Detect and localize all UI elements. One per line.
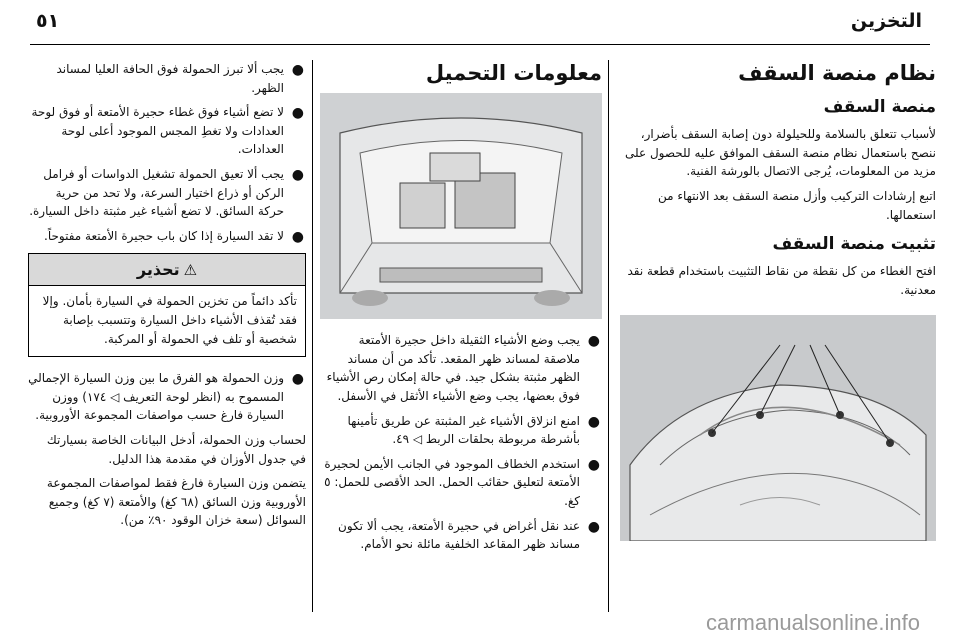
trunk-illustration bbox=[320, 93, 602, 319]
roof-rack-column bbox=[618, 60, 936, 541]
warning-text: تأكد دائماً من تخزين الحمولة في السيارة بأمان. وإلا فقد تُقذف الأشياء داخل السيارة وتتسبب بإصابة شخصية أو تلف في الحمولة أو المركبة. bbox=[42, 294, 297, 346]
bullet-icon: ● bbox=[587, 333, 600, 350]
list-item: ● يجب وضع الأشياء الثقيلة داخل حجيرة الأمتعة ملاصقة لمساند ظهر المقعد. تأكد من أن مساند الظهر مثبتة بشكل جيد. في حالة إمكان رص الأشياء فوق بعضها، يجب وضع الأشياء الأثقل في الأسفل. bbox=[326, 333, 600, 404]
list-item: ● عند نقل أغراض في حجيرة الأمتعة، يجب ألا تكون مساند ظهر المقاعد الخلفية مائلة نحو الأمام. bbox=[338, 518, 600, 552]
cargo-list-bottom bbox=[28, 369, 306, 425]
payload-para-2: يتضمن وزن السيارة فارغ فقط لمواصفات المجموعة الأوروبية وزن السائق (٦٨ كغ) والأمتعة (٧ كغ) وجميع السوائل (سعة خزان الوقود ٩٠٪ من). bbox=[46, 476, 306, 528]
roof-rack-title: نظام منصة السقف bbox=[738, 61, 936, 85]
bullet-icon: ● bbox=[587, 413, 600, 430]
roof-illustration-svg bbox=[620, 315, 936, 541]
warning-box bbox=[28, 253, 306, 357]
roof-rack-para-1: لأسباب تتعلق بالسلامة وللحيلولة دون إصابة السقف بأضرار، ننصح باستعمال نظام منصة السقف الموافق عليه للحصول على مزيد من المعلومات، يُرجى الاتصال بالورشة الفنية. bbox=[625, 127, 936, 179]
warning-header bbox=[29, 254, 305, 286]
list-item: ● لا تقد السيارة إذا كان باب حجيرة الأمتعة مفتوحاً. bbox=[28, 227, 306, 246]
list-item: ● يجب ألا تبرز الحمولة فوق الحافة العليا لمساند الظهر. bbox=[56, 62, 304, 95]
payload-para-1: لحساب وزن الحمولة، أدخل البيانات الخاصة بسيارتك في جدول الأوزان في مقدمة هذا الدليل. bbox=[46, 432, 306, 466]
bullet-icon: ● bbox=[291, 228, 304, 245]
list-item: ● لا تضع أشياء فوق غطاء حجيرة الأمتعة أو فوق لوحة العدادات ولا تغطِ المجس الموجود أعلى لوحة العدادات. bbox=[31, 105, 304, 157]
list-item: ● امنع انزلاق الأشياء غير المثبتة عن طريق تأمينها بأشرطة مربوطة بحلقات الربط ◁ ٤٩. bbox=[347, 413, 600, 447]
page-header bbox=[0, 0, 960, 48]
bullet-icon: ● bbox=[291, 62, 304, 78]
loading-info-title: معلومات التحميل bbox=[425, 61, 602, 85]
loading-info-list bbox=[320, 331, 602, 554]
list-item: ● استخدم الخطاف الموجود في الجانب الأيمن لحجيرة الأمتعة لتعليق حقائب الحمل. الحد الأقصى للحمل: ٥ كغ. bbox=[324, 456, 600, 509]
list-item: ● وزن الحمولة هو الفرق ما بين وزن السيارة الإجمالي المسموح به (انظر لوحة التعريف ◁ ١٧٤) ووزن السيارة فارغ حسب مواصفات المجموعة الأوروبية. bbox=[28, 371, 304, 423]
roof-illustration bbox=[620, 315, 936, 541]
trunk-illustration-svg bbox=[320, 93, 602, 319]
list-item: ● يجب ألا تعيق الحمولة تشغيل الدواسات أو فرامل الركن أو ذراع اختيار السرعة، ولا تحد من حرية حركة السائق. لا تضع أشياء غير مثبتة داخل السيارة. bbox=[29, 166, 304, 219]
warning-title: تحذير bbox=[136, 260, 180, 280]
bullet-icon: ● bbox=[587, 518, 600, 535]
bullet-icon: ● bbox=[587, 456, 600, 473]
cargo-list-top bbox=[28, 60, 306, 245]
roof-rack-para-2: اتبع إرشادات التركيب وأزل منصة السقف بعد الانتهاء من استعمالها. bbox=[657, 189, 936, 222]
warning-triangle-icon: ⚠ bbox=[183, 261, 198, 280]
roof-rack-mounting-title: تثبيت منصة السقف bbox=[772, 234, 936, 255]
bullet-icon: ● bbox=[291, 166, 304, 183]
section-title: التخزين bbox=[850, 10, 922, 32]
bullet-icon: ● bbox=[291, 371, 304, 388]
bullet-icon: ● bbox=[291, 105, 304, 122]
roof-rack-para-3: افتح الغطاء من كل نقطة من نقاط التثبيت باستخدام قطعة نقد معدنية. bbox=[627, 264, 936, 297]
watermark: carmanualsonline.info bbox=[705, 610, 920, 635]
column-divider-left bbox=[312, 60, 313, 612]
page-number: ٥١ bbox=[36, 10, 60, 32]
roof-rack-subtitle: منصة السقف bbox=[823, 97, 936, 118]
header-rule bbox=[30, 44, 930, 45]
cargo-column bbox=[28, 60, 306, 536]
loading-info-column bbox=[320, 60, 602, 560]
column-divider-right bbox=[608, 60, 609, 612]
